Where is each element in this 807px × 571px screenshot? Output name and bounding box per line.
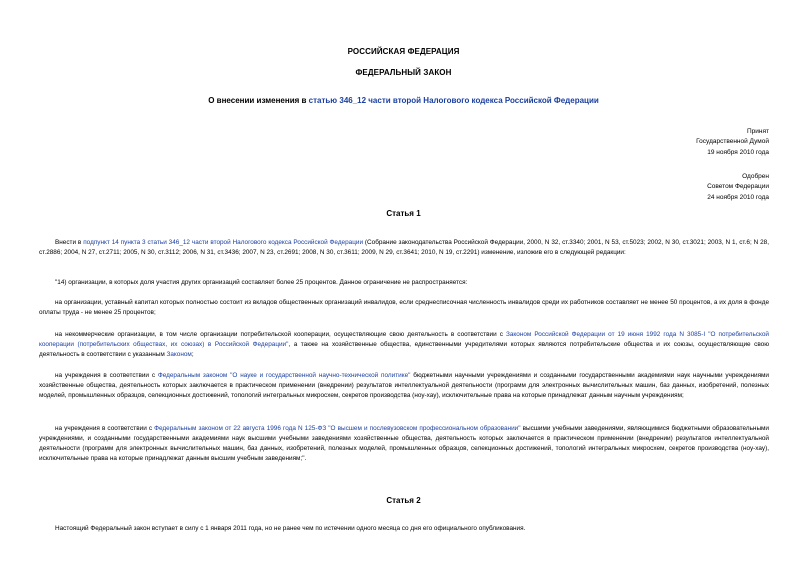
adoption-line-1: Принят <box>746 128 769 135</box>
science-policy-law-link[interactable]: Федеральным законом "О науке и государственной научно-технической политике" <box>157 372 411 379</box>
article-2-text: Настоящий Федеральный закон вступает в силу с 1 января 2011 года, но не ранее чем по истечении одного месяца со дня его официального опубликования. <box>55 525 526 532</box>
approval-line-1: Одобрен <box>742 173 769 180</box>
article-2-paragraph-1 <box>39 524 769 534</box>
adoption-block <box>696 127 769 158</box>
p6-prefix: на учреждения в соответствии с <box>55 425 155 432</box>
approval-block <box>707 172 769 203</box>
article-1-paragraph-6 <box>39 424 769 464</box>
article-2-heading: Статья 2 <box>386 496 421 505</box>
higher-education-law-link[interactable]: Федеральным законом от 22 августа 1996 года N 125-ФЗ "О высшем и послевузовском профессиональном образовании" <box>154 425 521 432</box>
article-1-paragraph-5 <box>39 371 769 401</box>
article-1-paragraph-4 <box>39 330 769 360</box>
law-link[interactable]: Законом <box>166 351 192 358</box>
consumer-cooperation-law-link[interactable]: Законом Российской Федерации от 19 июня 1992 года N 3085-I "О потребительской кооперации (потребительских обществах, их союзах) в Российской Федерации" <box>39 331 769 348</box>
article-1-paragraph-2 <box>39 278 769 288</box>
article-1-paragraph-3 <box>39 298 769 318</box>
approval-line-2: Советом Федерации <box>707 183 769 191</box>
country-title: РОССИЙСКАЯ ФЕДЕРАЦИЯ <box>347 47 460 56</box>
article-1-heading: Статья 1 <box>386 209 421 218</box>
p5-body: бюджетными научными учреждениями и созданными государственными академиями наук научными учреждениями хозяйственные общества, деятельность которых заключается в практическом применении (внедрении) результатов интеллектуальной деятельности (программ для электронных вычислительных машин, баз данных, изобретений, полезных моделей, промышленных образцов, селекционных достижений, топологий интегральных микросхем, секретов производства (ноу-хау), исключительные права на которые принадлежат данным научным учреждениям; <box>39 372 769 399</box>
p3-text: на организации, уставный капитал которых полностью состоит из вкладов общественных организаций инвалидов, если среднесписочная численность инвалидов среди их работников составляет не менее 50 процентов, а их доля в фонде оплаты труда - не менее 25 процентов; <box>39 299 769 316</box>
p4-middle: , а также на хозяйственные общества, единственными учредителями которых являются потребительские общества и их союзы, осуществляющие свою деятельность в соответствии с указанным <box>39 341 770 358</box>
adoption-line-2: Государственной Думой <box>696 138 769 146</box>
subject-article-link[interactable]: статью 346_12 части второй Налогового кодекса Российской Федерации <box>308 96 599 105</box>
p4-suffix: ; <box>191 351 194 358</box>
p2-text: "14) организации, в которых доля участия других организаций составляет более 25 процентов. Данное ограничение не распространяется: <box>55 279 468 286</box>
law-type-title: ФЕДЕРАЛЬНЫЙ ЗАКОН <box>355 68 452 77</box>
adoption-date: 19 ноября 2010 года <box>707 148 769 156</box>
p1-body: (Собрание законодательства Российской Федерации, 2000, N 32, ст.3340; 2001, N 53, ст.5023; 2002, N 30, ст.3021; 2003, N 1, ст.6; N 28, ст.2886; 2004, N 27, ст.2711; 2005, N 30, ст.3112; 2006, N 31, ст.3436; 2007, N 23, ст.2691; 2008, N 30, ст.3611; 2009, N 29, ст.3641; 2010, N 19, ст.2291) изменение, изложив его в следующей редакции: <box>39 239 770 256</box>
article-1-paragraph-1 <box>39 238 769 258</box>
p5-prefix: на учреждения в соответствии с <box>55 372 158 379</box>
subparagraph-14-link[interactable]: подпункт 14 пункта 3 статьи 346_12 части второй Налогового кодекса Российской Федерации <box>83 239 364 246</box>
p6-body: высшими учебными заведениями, являющимися бюджетными образовательными учреждениями, и созданными государственными академиями наук высшими учебными заведениями хозяйственные общества, деятельность которых заключается в практическом применении (внедрении) результатов интеллектуальной деятельности (программ для электронных вычислительных машин, баз данных, изобретений, полезных моделей, промышленных образцов, селекционных достижений, топологий интегральных микросхем, секретов производства (ноу-хау), исключительные права на которые принадлежат данным высшим учебным заведениям;". <box>39 425 769 462</box>
p4-prefix: на некоммерческие организации, в том числе организации потребительской кооперации, осуществляющие свою деятельность в соответствии с <box>55 331 506 338</box>
p1-prefix: Внести в <box>55 239 84 246</box>
approval-date: 24 ноября 2010 года <box>707 193 769 201</box>
subject-prefix: О внесении изменения в <box>208 96 309 105</box>
law-subject-title <box>0 96 807 105</box>
